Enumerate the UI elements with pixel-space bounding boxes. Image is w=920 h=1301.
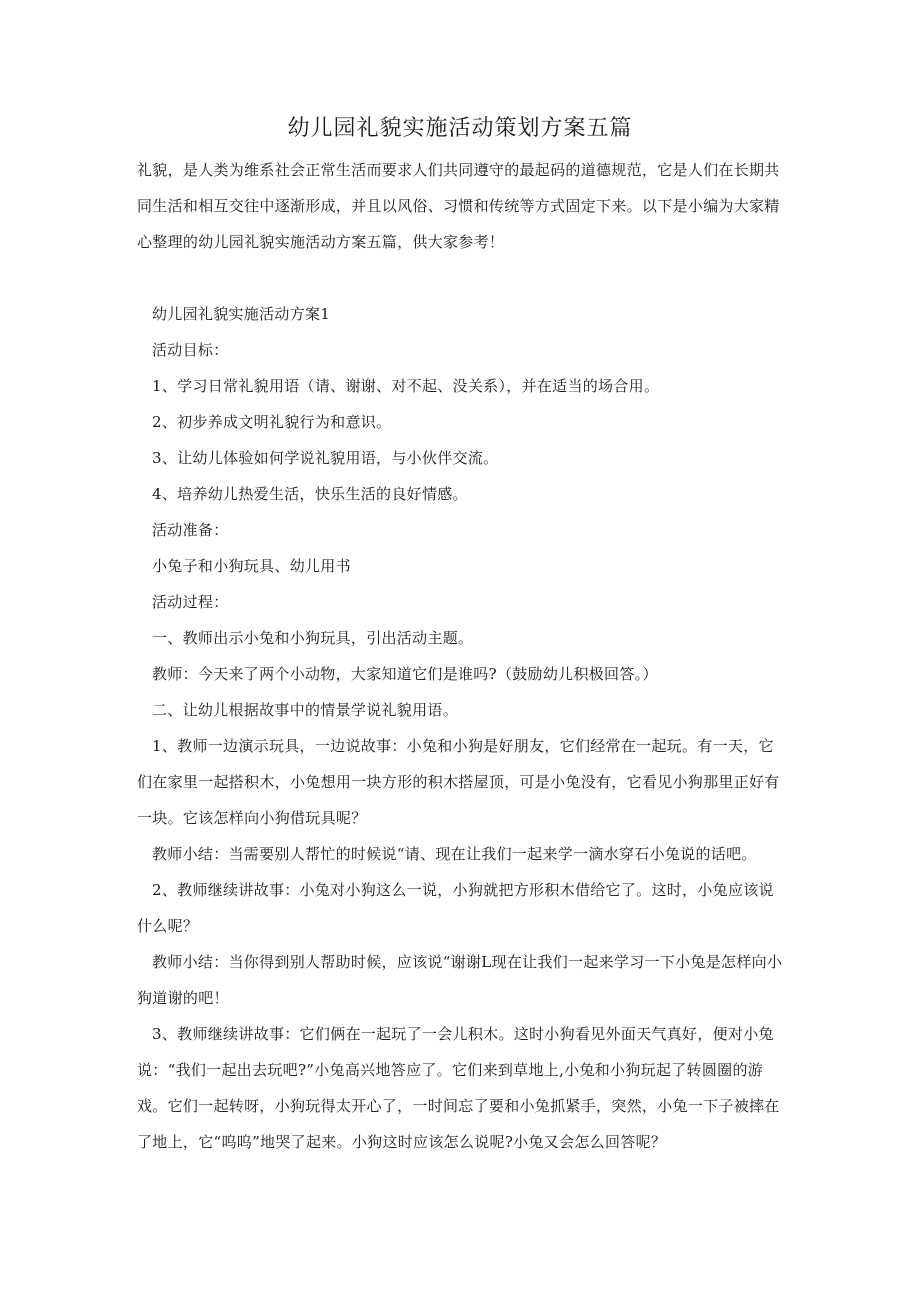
goal-item: 2、初步养成文明礼貌行为和意识。 (152, 413, 392, 431)
teacher-line: 教师：今天来了两个小动物，大家知道它们是谁吗?（鼓励幼儿积极回答。） (152, 665, 658, 683)
section-heading: 幼儿园礼貌实施活动方案1 (152, 305, 331, 323)
teacher-summary: 教师小结：当需要别人帮忙的时候说“请、现在让我们一起来学一滴水穿石小兔说的话吧。 (152, 845, 757, 863)
intro-paragraph: 礼貌，是人类为维系社会正常生活而要求人们共同遵守的最起码的道德规范，它是人们在长期共同生活和相互交往中逐渐形成，并且以风俗、习惯和传统等方式固定下来。以下是小编为大家精心整理的幼儿园礼貌实施活动方案五篇，供大家参考！ (137, 161, 780, 251)
document-body (137, 296, 787, 1160)
story-paragraph: 2、教师继续讲故事：小兔对小狗这么一说，小狗就把方形积木借给它了。这时，小兔应该说什么呢？ (137, 881, 774, 935)
document-title: 幼儿园礼貌实施活动策划方案五篇 (287, 116, 633, 141)
goal-item: 1、学习日常礼貌用语（请、谢谢、对不起、没关系），并在适当的场合用。 (152, 377, 660, 395)
teacher-summary: 教师小结：当你得到别人帮助时候，应该说“谢谢L现在让我们一起来学习一下小兔是怎样向小狗道谢的吧！ (137, 953, 783, 1007)
process-step: 二、让幼儿根据故事中的情景学说礼貌用语。 (152, 701, 459, 719)
story-paragraph: 3、教师继续讲故事：它们俩在一起玩了一会儿积木。这时小狗看见外面天气真好，便对小兔说：“我们一起出去玩吧?”小兔高兴地答应了。它们来到草地上,小兔和小狗玩起了转圆圈的游戏。它们一起转呀，小狗玩得太开心了，一时间忘了要和小兔抓紧手，突然，小兔一下子被摔在了地上，它“呜呜”地哭了起来。小狗这时应该怎么说呢?小兔又会怎么回答呢？ (137, 1025, 780, 1151)
goal-item: 3、让幼儿体验如何学说礼貌用语，与小伙伴交流。 (152, 449, 499, 467)
subheading-process: 活动过程： (152, 593, 229, 611)
story-paragraph: 1、教师一边演示玩具，一边说故事：小兔和小狗是好朋友，它们经常在一起玩。有一天，它们在家里一起搭积木，小兔想用一块方形的积木搭屋顶，可是小兔没有，它看见小狗那里正好有一块。它该怎样向小狗借玩具呢？ (137, 737, 780, 827)
subheading-goals: 活动目标： (152, 341, 229, 359)
process-step: 一、教师出示小兔和小狗玩具，引出活动主题。 (152, 629, 474, 647)
subheading-preparation: 活动准备： (152, 521, 229, 539)
preparation-text: 小兔子和小狗玩具、幼儿用书 (152, 557, 351, 575)
goal-item: 4、培养幼儿热爱生活，快乐生活的良好情感。 (152, 485, 468, 503)
